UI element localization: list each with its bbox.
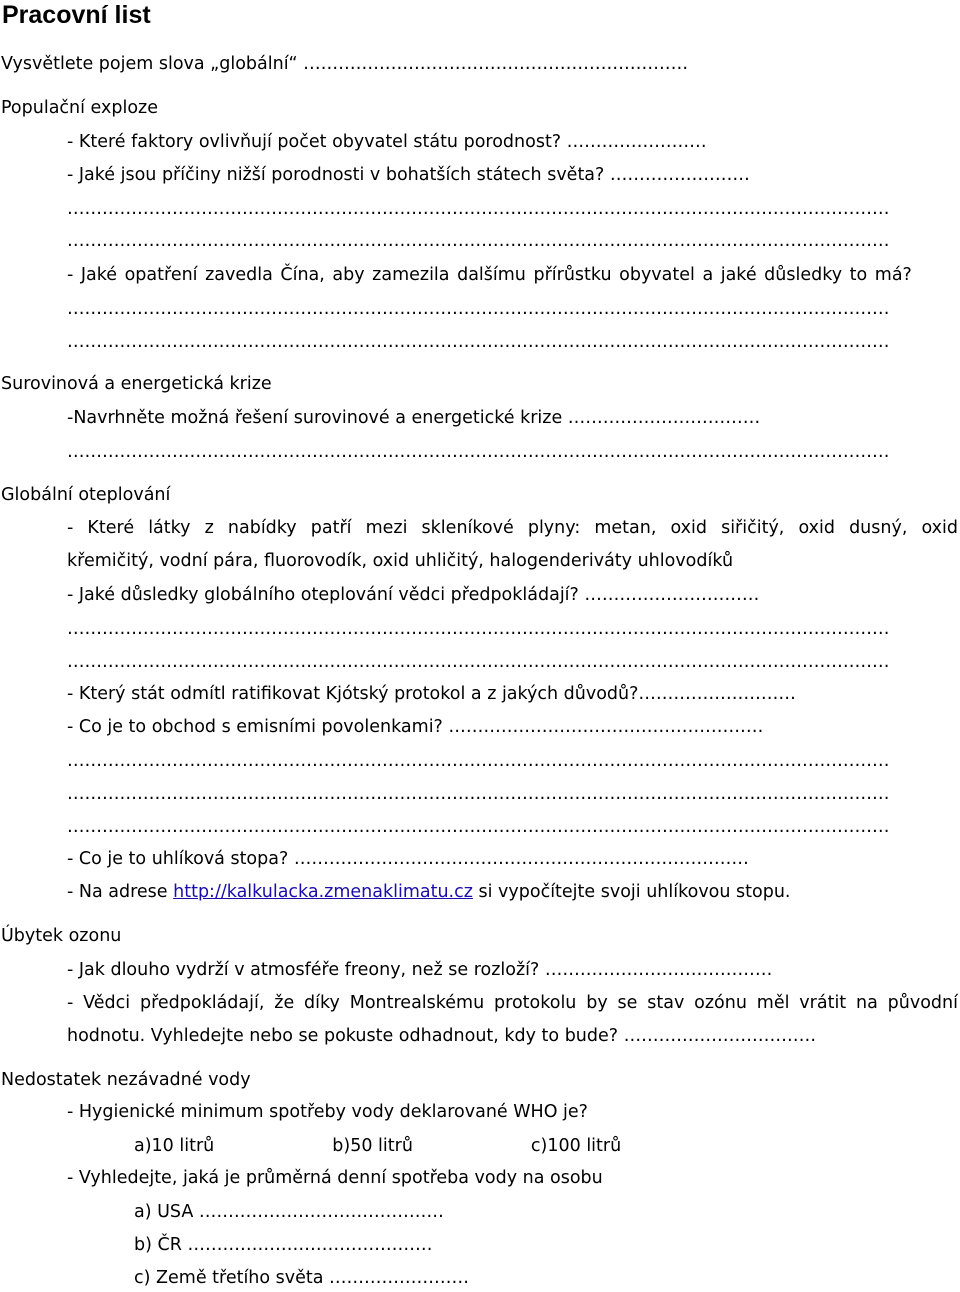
answer-line: …………………………………………………………………………………………………………………………… <box>67 652 890 672</box>
water-question-1: - Hygienické minimum spotřeby vody deklarované WHO je? <box>67 1102 588 1122</box>
pop-question-1: - Které faktory ovlivňují počet obyvatel státu porodnost? …………………… <box>67 132 707 152</box>
warm-question-5: - Co je to uhlíková stopa? …………………………………………………………………… <box>67 849 749 869</box>
water-answer-cr: b) ČR …………………………………… <box>134 1235 433 1255</box>
heading-population: Populační exploze <box>1 98 159 118</box>
q6-suffix: si vypočítejte svoji uhlíkovou stopu. <box>472 882 791 902</box>
ozone-question-1: - Jak dlouho vydrží v atmosféře freony, než se rozloží? ………………………………… <box>67 960 773 980</box>
warm-question-3: - Který stát odmítl ratifikovat Kjótský protokol a z jakých důvodů?……………………… <box>67 684 796 704</box>
answer-line: …………………………………………………………………………………………………………………………… <box>67 199 890 219</box>
water-answer-usa: a) USA …………………………………… <box>134 1202 444 1222</box>
answer-line: …………………………………………………………………………………………………………………………… <box>67 299 890 319</box>
answer-line: …………………………………………………………………………………………………………………………… <box>67 817 890 837</box>
heading-resources: Surovinová a energetická krize <box>1 374 272 394</box>
warm-question-1: - Které látky z nabídky patří mezi skleníkové plyny: metan, oxid siřičitý, oxid dusný, oxid <box>67 518 958 538</box>
q6-prefix: - Na adrese <box>67 882 174 902</box>
water-question-2: - Vyhledejte, jaká je průměrná denní spotřeba vody na osobu <box>67 1168 603 1188</box>
warm-question-4: - Co je to obchod s emisními povolenkami? ……………………………………………… <box>67 717 764 737</box>
page-title: Pracovní list <box>2 1 151 29</box>
warm-question-2: - Jaké důsledky globálního oteplování vědci předpokládají? ………………………… <box>67 585 760 605</box>
pop-question-2: - Jaké jsou příčiny nižší porodnosti v bohatších státech světa? …………………… <box>67 165 750 185</box>
ozone-question-2-cont: hodnotu. Vyhledejte nebo se pokuste odhadnout, kdy to bude? …………………………… <box>67 1026 817 1046</box>
heading-water: Nedostatek nezávadné vody <box>1 1070 251 1090</box>
heading-warming: Globální oteplování <box>1 485 171 505</box>
ozone-question-2: - Vědci předpokládají, že díky Montrealskému protokolu by se stav ozónu měl vrátit na původní <box>67 993 958 1013</box>
answer-line: …………………………………………………………………………………………………………………………… <box>67 231 890 251</box>
answer-line: …………………………………………………………………………………………………………………………… <box>67 442 890 462</box>
option-c: c)100 litrů <box>530 1136 622 1156</box>
warm-question-1-cont: křemičitý, vodní pára, fluorovodík, oxid uhličitý, halogenderiváty uhlovodíků <box>67 551 734 571</box>
water-answer-third-world: c) Země třetího světa …………………… <box>134 1268 470 1288</box>
answer-line: …………………………………………………………………………………………………………………………… <box>67 751 890 771</box>
calculator-link[interactable]: http://kalkulacka.zmenaklimatu.cz <box>173 882 473 902</box>
option-a: a)10 litrů <box>134 1136 215 1156</box>
warm-question-6 <box>67 880 791 904</box>
water-options <box>134 1134 621 1158</box>
heading-ozone: Úbytek ozonu <box>1 926 122 946</box>
answer-line: …………………………………………………………………………………………………………………………… <box>67 619 890 639</box>
question-global: Vysvětlete pojem slova „globální“ ………………………………………………………… <box>1 54 689 74</box>
option-b: b)50 litrů <box>332 1136 413 1156</box>
pop-question-3: - Jaké opatření zavedla Čína, aby zamezila dalšímu přírůstku obyvatel a jaké důsledky to má? <box>67 265 912 285</box>
answer-line: …………………………………………………………………………………………………………………………… <box>67 784 890 804</box>
answer-line: …………………………………………………………………………………………………………………………… <box>67 332 890 352</box>
res-question-1: -Navrhněte možná řešení surovinové a energetické krize …………………………… <box>67 408 761 428</box>
